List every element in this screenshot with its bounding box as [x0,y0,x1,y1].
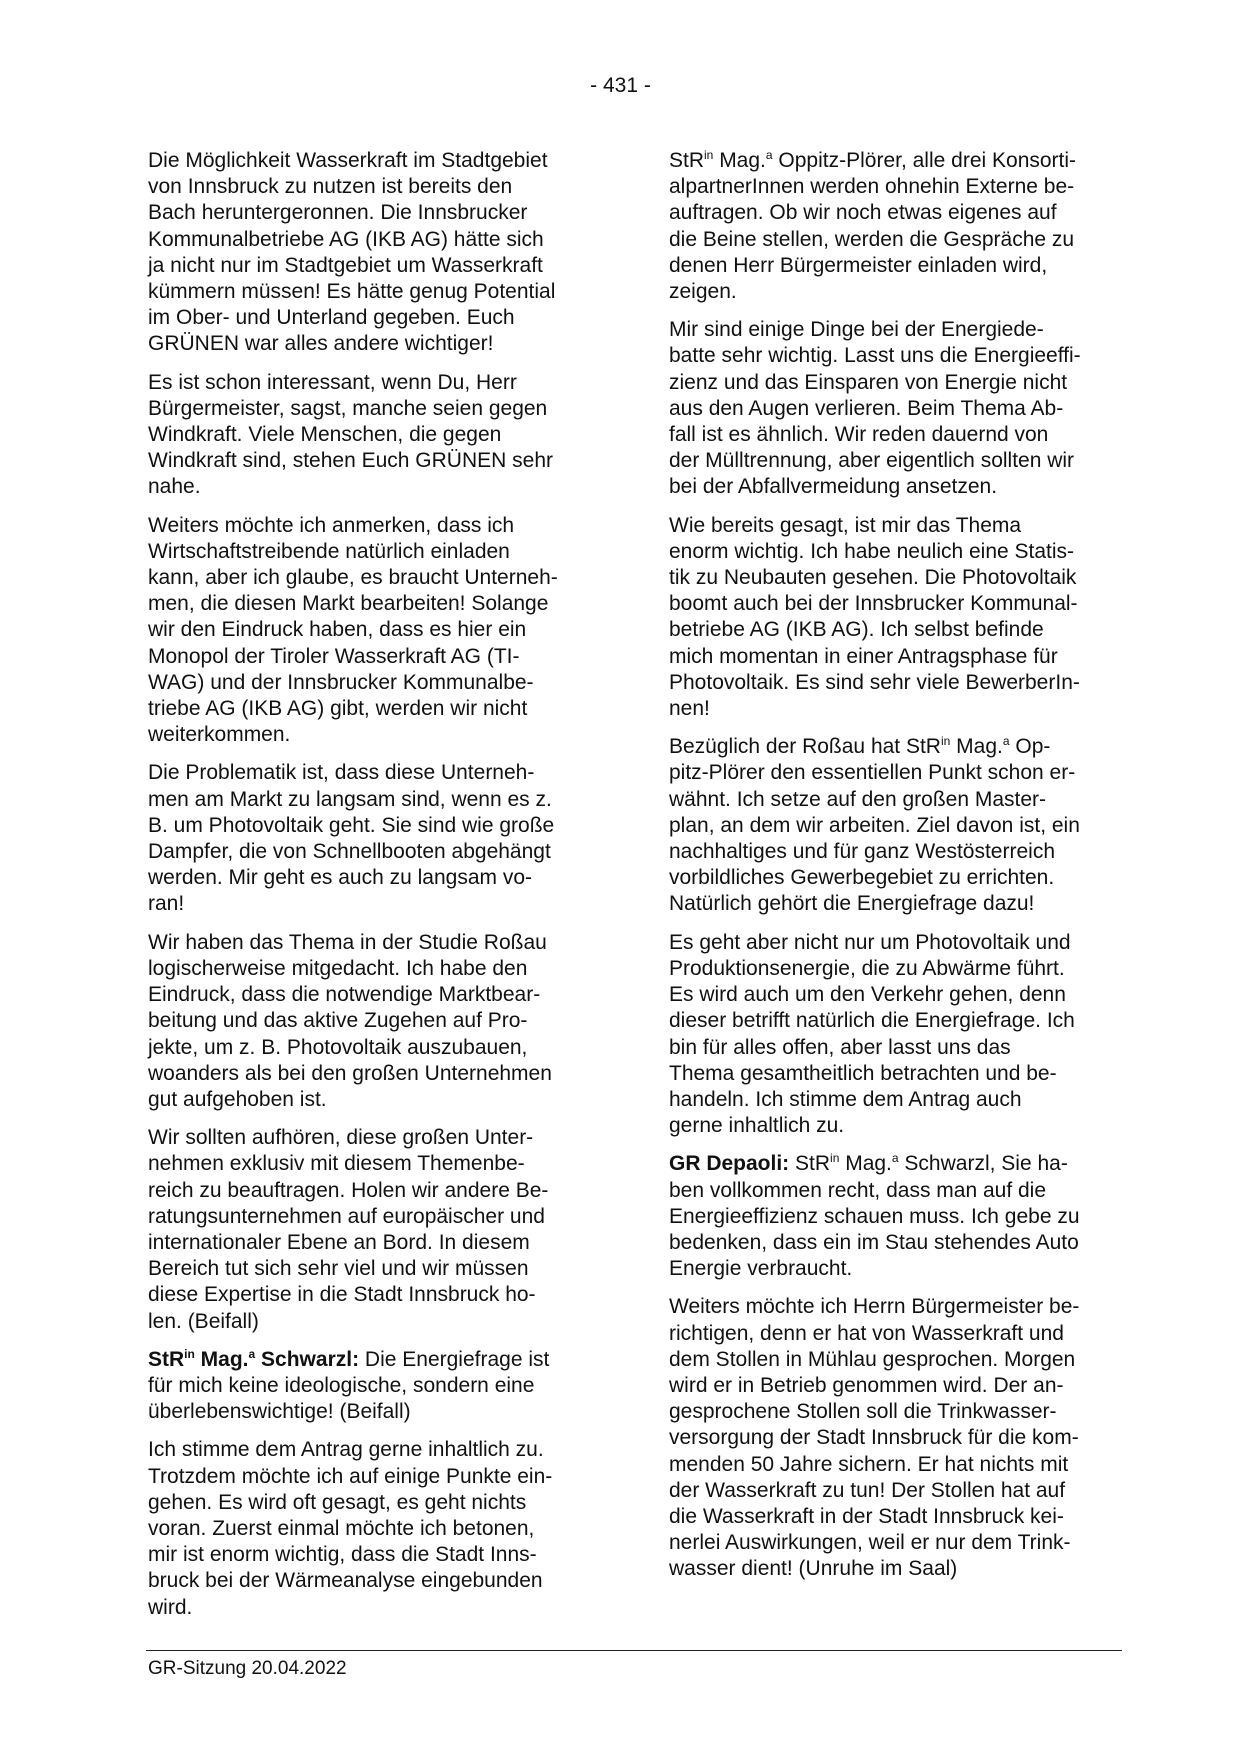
speaker-surname: Schwarzl: [255,1347,360,1371]
speaker-name [148,1348,359,1371]
superscript: in [830,1151,840,1166]
paragraph [669,734,1126,917]
paragraph: Die Problematik ist, dass diese Unterneh- men am Markt zu langsam sind, wenn es z. B. um Photovoltaik geht. Sie sind wie große Dampfer, die von Schnellbooten abgehängt werden. Mir geht es auch zu langsam vo- ran! [148,761,555,916]
superscript: in [184,1346,195,1361]
footer-divider [146,1650,1122,1651]
title-text: StR [669,149,705,172]
title-text: Mag. [839,1152,892,1176]
superscript: a [248,1346,256,1361]
paragraph: Es geht aber nicht nur um Photovoltaik und Produktionsenergie, die zu Abwärme führt. Es wird auch um den Verkehr gehen, denn dieser betrifft natürlich die Energiefrage. Ich bin für alles offen, aber lasst uns das Thema gesamtheitlich betrachten und be- handeln. Ich stimme dem Antrag auch gerne inhaltlich zu. [669,930,1075,1138]
page-number: - 431 - [590,74,651,97]
speaker-name: GR Depaoli: [669,1152,790,1176]
title-text: Mag. [950,735,1003,759]
paragraph: Wir haben das Thema in der Studie Roßau logischerweise mitgedacht. Ich habe den Eindruck, dass die notwendige Marktbear- beitung und das aktive Zugehen auf Pro- jekte, um z. B. Photovoltaik auszubauen, woanders als bei den großen Unternehmen gut aufgehoben ist. [148,930,552,1111]
paragraph [669,148,1126,305]
body-text: StR [789,1152,831,1176]
paragraph: Wie bereits gesagt, ist mir das Thema enorm wichtig. Ich habe neulich eine Statis- tik zu Neubauten gesehen. Die Photovoltaik boomt auch bei der Innsbrucker Kommunal- betriebe AG (IKB AG). Ich selbst befinde mich momentan in einer Antragsphase für Photovoltaik. Es sind sehr viele BewerberIn- nen! [669,513,1080,721]
speech-text: Schwarzl, Sie ha- ben vollkommen recht, dass man auf die Energieeffizienz schauen muss. Ich gebe zu bedenken, dass ein im Stau stehendes Auto Energie verbraucht. [669,1152,1080,1281]
footer-text: GR-Sitzung 20.04.2022 [148,1658,347,1679]
superscript: in [940,734,951,749]
paragraph: Weiters möchte ich anmerken, dass ich Wirtschaftstreibende natürlich einladen kann, aber ich glaube, es braucht Unterneh- men, die diesen Markt bearbeiten! Solange wir den Eindruck haben, dass es hier ein Monopol der Tiroler Wasserkraft AG (TI- WAG) und der Innsbrucker Kommunalbe- triebe AG (IKB AG) gibt, werden wir nicht weiterkommen. [148,513,558,747]
paragraph: Es ist schon interessant, wenn Du, Herr Bürgermeister, sagst, manche seien gegen Windkraft. Viele Menschen, die gegen Windkraft sind, stehen Euch GRÜNEN sehr nahe. [148,370,553,499]
left-column [148,148,600,1633]
speaker-title: Mag. [194,1347,249,1371]
superscript: a [765,148,773,162]
body-text: Bezüglich der Roßau hat StR [669,735,941,759]
paragraph: Die Möglichkeit Wasserkraft im Stadtgebiet von Innsbruck zu nutzen ist bereits den Bach heruntergeronnen. Die Innsbrucker Kommunalbetriebe AG (IKB AG) hätte sich ja nicht nur im Stadtgebiet um Wasserkraft kümmern müssen! Es hätte genug Potential im Ober- und Unterland gegeben. Euch GRÜNEN war alles andere wichtiger! [148,149,556,356]
body-text: Op- pitz-Plörer den essentiellen Punkt schon er- wähnt. Ich setze auf den großen Master- plan, an dem wir arbeiten. Ziel davon ist, ein nachhaltiges und für ganz Westösterreich vorbildliches Gewerbegebiet zu errichten. Natürlich gehört die Energiefrage dazu! [669,735,1080,916]
superscript: in [704,148,714,162]
speech-text: Die Energiefrage ist für mich keine ideologische, sondern eine überlebenswichtige! (Beifall) [148,1347,550,1424]
speaker-paragraph-schwarzl [148,1347,600,1426]
superscript: a [1002,734,1010,749]
title-text: Mag. [713,149,766,172]
paragraph: Ich stimme dem Antrag gerne inhaltlich zu. Trotzdem möchte ich auf einige Punkte ein- gehen. Es wird oft gesagt, es geht nichts voran. Zuerst einmal möchte ich betonen, mir ist enorm wichtig, dass die Stadt Inns- bruck bei der Wärmeanalyse eingebunden wird. [148,1438,553,1619]
right-column [669,148,1126,1595]
body-text: Oppitz-Plörer, alle drei Konsorti- alpartnerInnen werden ohnehin Externe be- auftragen. Ob wir noch etwas eigenes auf die Beine stellen, werden die Gespräche zu denen Herr Bürgermeister einladen wird, zeigen. [669,149,1077,304]
speaker-paragraph-depaoli [669,1151,1126,1282]
superscript: a [891,1151,899,1166]
paragraph: Wir sollten aufhören, diese großen Unter- nehmen exklusiv mit diesem Themenbe- reich zu beauftragen. Holen wir andere Be- ratungsunternehmen auf europäischer und internationaler Ebene an Bord. In diesem Bereich tut sich sehr viel und wir müssen diese Expertise in die Stadt Innsbruck ho- len. (Beifall) [148,1126,549,1333]
paragraph: Weiters möchte ich Herrn Bürgermeister be- richtigen, denn er hat von Wasserkraft und dem Stollen in Mühlau gesprochen. Morgen wird er in Betrieb genommen wird. Der an- gesprochene Stollen soll die Trinkwasser- versorgung der Stadt Innsbruck für die kom- menden 50 Jahre sichern. Er hat nichts mit der Wasserkraft zu tun! Der Stollen hat auf die Wasserkraft in der Stadt Innsbruck kei- nerlei Auswirkungen, weil er nur dem Trink- wasser dient! (Unruhe im Saal) [669,1295,1080,1581]
paragraph: Mir sind einige Dinge bei der Energiede- batte sehr wichtig. Lasst uns die Energieeffi- zienz und das Einsparen von Energie nicht aus den Augen verlieren. Beim Thema Ab- fall ist es ähnlich. Wir reden dauernd von der Mülltrennung, aber eigentlich sollten wir bei der Abfallvermeidung ansetzen. [669,318,1081,499]
speaker-title: StR [148,1347,185,1371]
